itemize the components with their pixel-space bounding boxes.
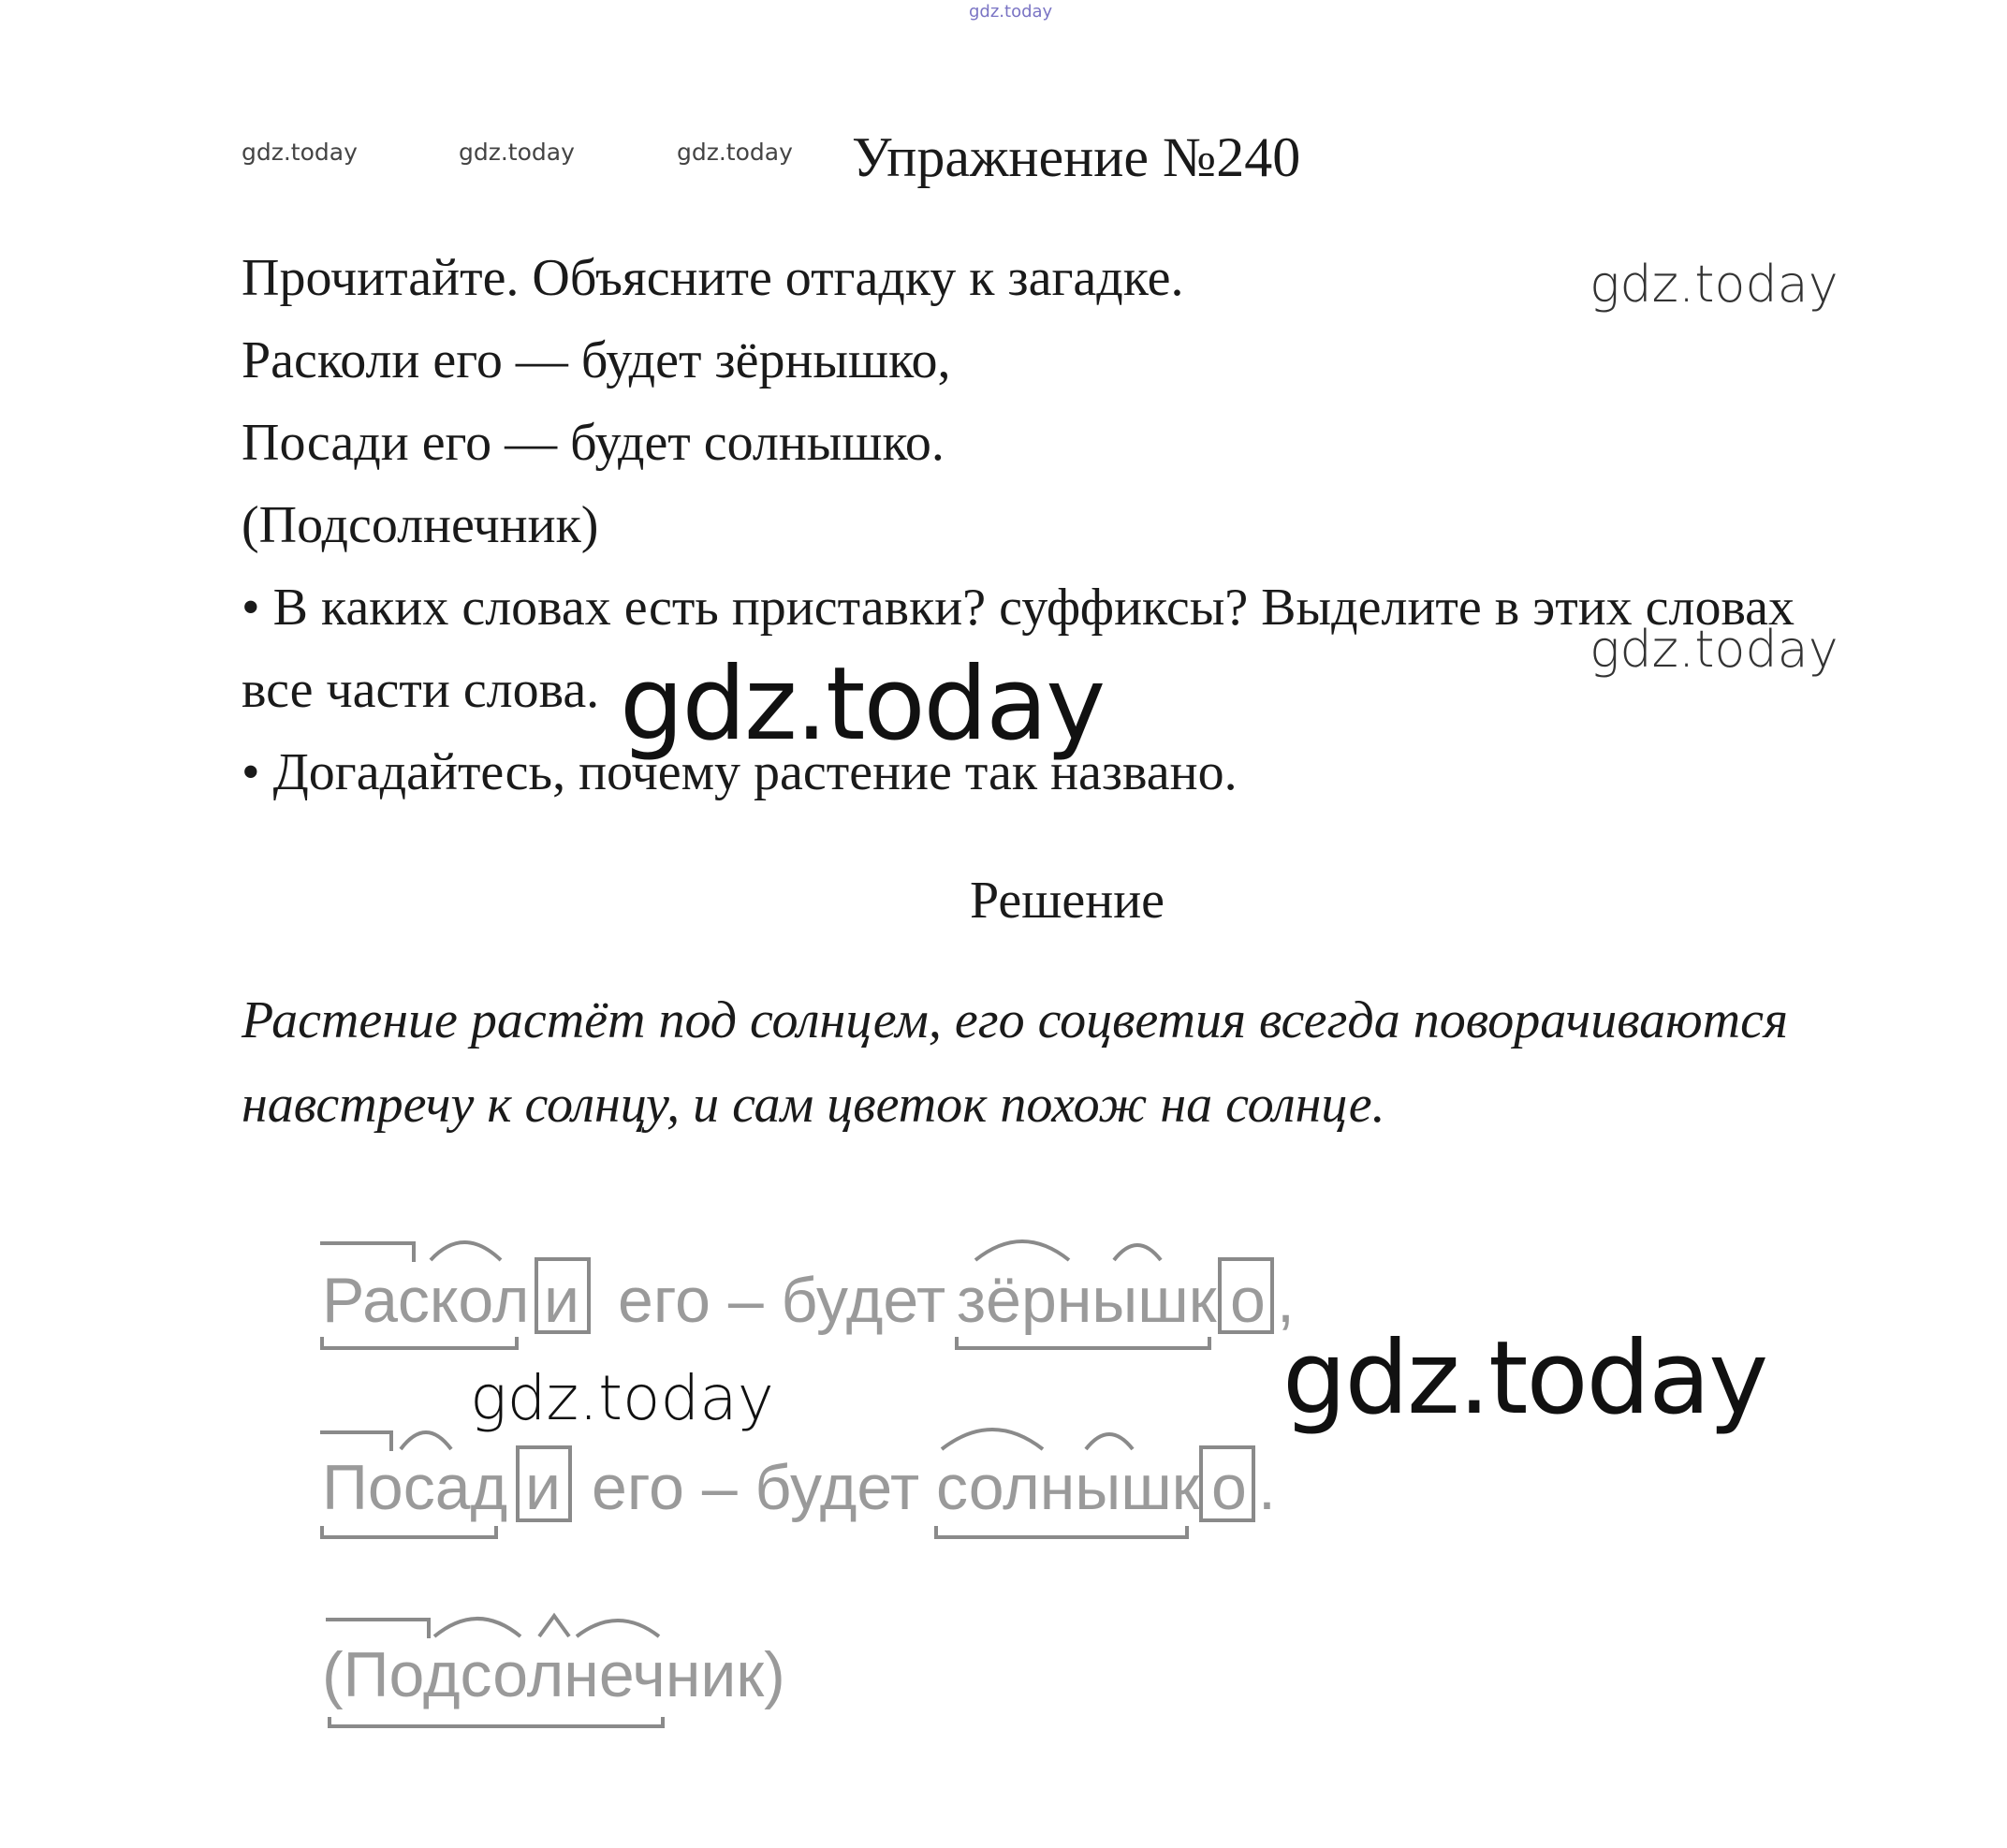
parse-word-solnyshk: солнышк xyxy=(936,1452,1200,1523)
stem-mark-2 xyxy=(957,1337,1209,1348)
prefix-mark-posad xyxy=(320,1432,391,1451)
exercise-line-4: (Подсолнечник) xyxy=(242,496,599,554)
suffix-mark-ysh-line2 xyxy=(1086,1434,1133,1449)
watermark-top: gdz.today xyxy=(969,2,1053,22)
solution-heading: Решение xyxy=(970,872,1165,930)
parse-ending-o-2: о xyxy=(1211,1452,1247,1523)
parse-middle-1: его – будет xyxy=(618,1265,946,1336)
root-arc-zern xyxy=(975,1241,1069,1260)
root-arc-posad xyxy=(401,1432,451,1449)
parse-word-podsolnechnik: (Подсолнечник) xyxy=(322,1639,785,1710)
morpheme-parsing-figure xyxy=(309,1217,1339,1741)
exercise-line-3: Посади его — будет солнышко. xyxy=(242,414,945,472)
watermark-right-2: gdz.today xyxy=(1589,620,1839,679)
parse-ending-i-2: и xyxy=(525,1452,561,1523)
parse-ending-i-1: и xyxy=(544,1265,579,1336)
root-arc-solnech xyxy=(434,1619,520,1636)
root-arc-soln xyxy=(942,1430,1043,1449)
watermark-big-center: gdz.today xyxy=(620,646,1105,763)
parse-middle-2: его – будет xyxy=(592,1452,920,1523)
watermark-row-3: gdz.today xyxy=(677,139,793,166)
exercise-title: Упражнение №240 xyxy=(852,126,1301,188)
parse-word-posad: Посад xyxy=(322,1452,508,1523)
parse-ending-o-1: о xyxy=(1230,1265,1266,1336)
exercise-line-6: все части слова. xyxy=(242,661,600,719)
parse-word-zernyshk: зёрнышк xyxy=(957,1265,1217,1336)
watermark-mid-left: gdz.today xyxy=(470,1362,774,1434)
answer-line-1: Растение растёт под солнцем, его соцветия всегда поворачиваются xyxy=(242,991,1788,1049)
suffix-mark-ysh xyxy=(1114,1245,1161,1260)
parse-word-rasskol: Раскол xyxy=(322,1265,530,1336)
exercise-line-7: • Догадайтесь, почему растение так названо. xyxy=(242,743,1238,801)
parse-punct-2: . xyxy=(1258,1452,1276,1523)
stem-mark-1 xyxy=(322,1337,517,1348)
stem-mark-4 xyxy=(936,1526,1187,1537)
stem-mark-3 xyxy=(322,1526,496,1537)
answer-line-2: навстречу к солнцу, и сам цветок похож на солнце. xyxy=(242,1076,1385,1134)
exercise-line-1: Прочитайте. Объясните отгадку к загадке. xyxy=(242,249,1184,307)
watermark-row-2: gdz.today xyxy=(459,139,575,166)
root-arc-rasskol xyxy=(431,1242,501,1260)
watermark-right-1: gdz.today xyxy=(1589,255,1839,314)
stem-mark-5 xyxy=(330,1717,663,1726)
suffix-mark-n xyxy=(539,1616,569,1636)
watermark-row-1: gdz.today xyxy=(242,139,358,166)
watermark-big-right: gdz.today xyxy=(1282,1320,1767,1437)
prefix-mark-rasskol xyxy=(320,1243,414,1262)
parse-punct-1: , xyxy=(1277,1265,1295,1336)
prefix-mark-pod xyxy=(326,1620,429,1638)
exercise-line-2: Расколи его — будет зёрнышко, xyxy=(242,331,951,389)
suffix-mark-nik xyxy=(577,1621,659,1636)
exercise-line-5: • В каких словах есть приставки? суффиксы? Выделите в этих словах xyxy=(242,579,1795,637)
